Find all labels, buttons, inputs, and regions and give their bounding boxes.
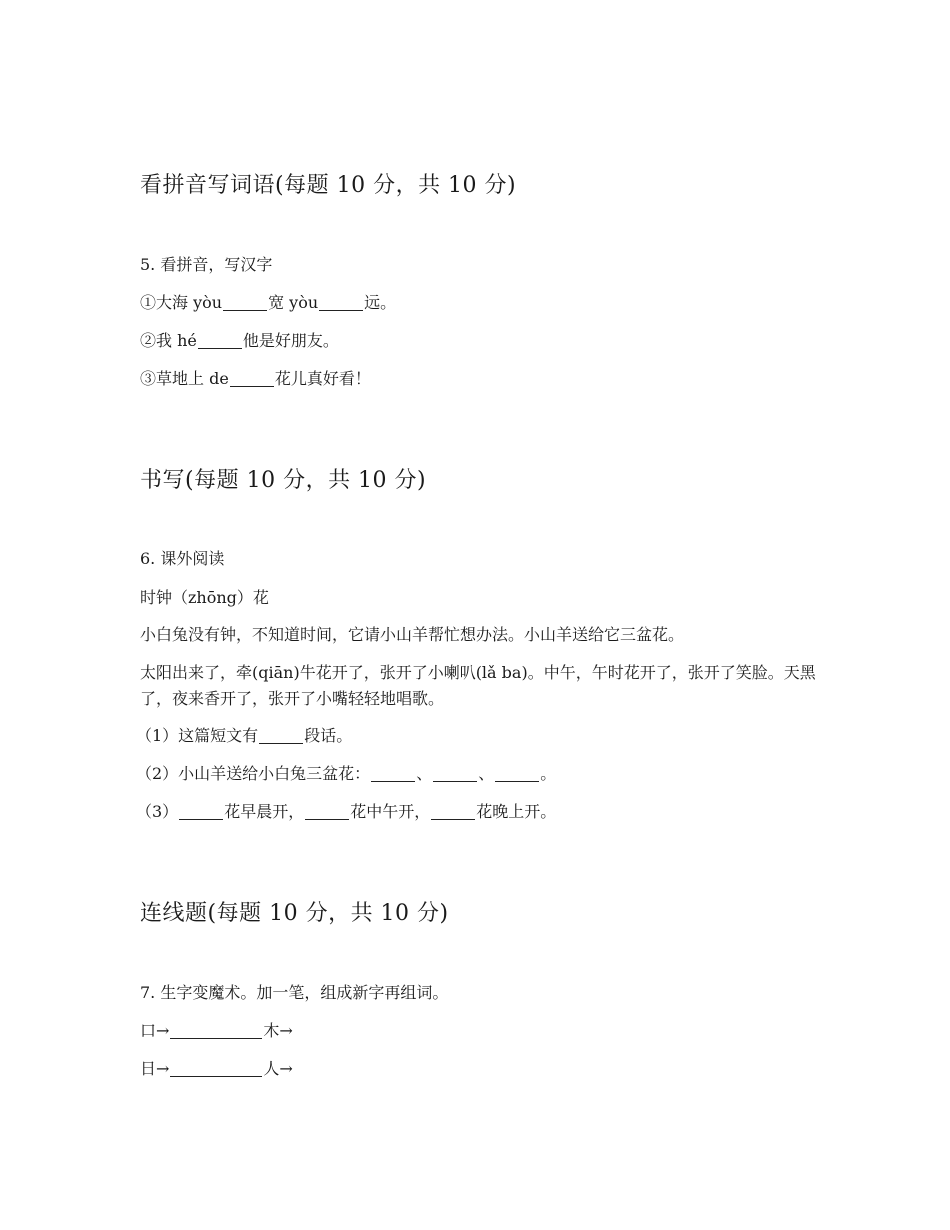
answer-blank[interactable] bbox=[170, 1022, 262, 1039]
section-heading-matching: 连线题(每题 10 分，共 10 分) bbox=[140, 901, 449, 926]
question-6-sub-1: （1）这篇短文有 段话。 bbox=[136, 726, 353, 745]
answer-blank[interactable] bbox=[230, 370, 274, 387]
answer-blank[interactable] bbox=[495, 765, 539, 782]
question-7-line-2: 日→ 人→ bbox=[140, 1059, 293, 1078]
answer-blank[interactable] bbox=[170, 1060, 262, 1077]
question-5-line-1: ①大海 yòu 宽 yòu 远。 bbox=[140, 293, 397, 312]
answer-blank[interactable] bbox=[305, 803, 349, 820]
question-5-line-2: ②我 hé 他是好朋友。 bbox=[140, 331, 339, 350]
answer-blank[interactable] bbox=[371, 765, 415, 782]
answer-blank[interactable] bbox=[223, 294, 267, 311]
section-heading-pinyin: 看拼音写词语(每题 10 分，共 10 分) bbox=[140, 173, 517, 198]
answer-blank[interactable] bbox=[198, 332, 242, 349]
answer-blank[interactable] bbox=[433, 765, 477, 782]
question-6-sub-3: （3） 花早晨开， 花中午开， 花晚上开。 bbox=[136, 802, 557, 821]
section-heading-writing: 书写(每题 10 分，共 10 分) bbox=[140, 468, 427, 493]
question-5-title: 5. 看拼音，写汉字 bbox=[140, 255, 273, 274]
passage-paragraph-2: 太阳出来了，牵(qiān)牛花开了，张开了小喇叭(lǎ ba)。中午，午时花开了，张开了笑脸。天黑了，夜来香开了，张开了小嘴轻轻地唱歌。 bbox=[140, 663, 816, 708]
question-5-line-3: ③草地上 de 花儿真好看！ bbox=[140, 369, 371, 388]
passage-paragraph-1: 小白兔没有钟，不知道时间，它请小山羊帮忙想办法。小山羊送给它三盆花。 bbox=[140, 625, 685, 644]
question-6-title: 6. 课外阅读 bbox=[140, 549, 225, 568]
answer-blank[interactable] bbox=[179, 803, 223, 820]
passage-title: 时钟（zhōng）花 bbox=[140, 588, 269, 607]
question-7-title: 7. 生字变魔术。加一笔，组成新字再组词。 bbox=[140, 983, 449, 1002]
answer-blank[interactable] bbox=[431, 803, 475, 820]
question-6-sub-2: （2）小山羊送给小白兔三盆花： 、 、 。 bbox=[136, 764, 557, 783]
answer-blank[interactable] bbox=[319, 294, 363, 311]
answer-blank[interactable] bbox=[259, 727, 303, 744]
question-7-line-1: 口→ 木→ bbox=[140, 1021, 293, 1040]
